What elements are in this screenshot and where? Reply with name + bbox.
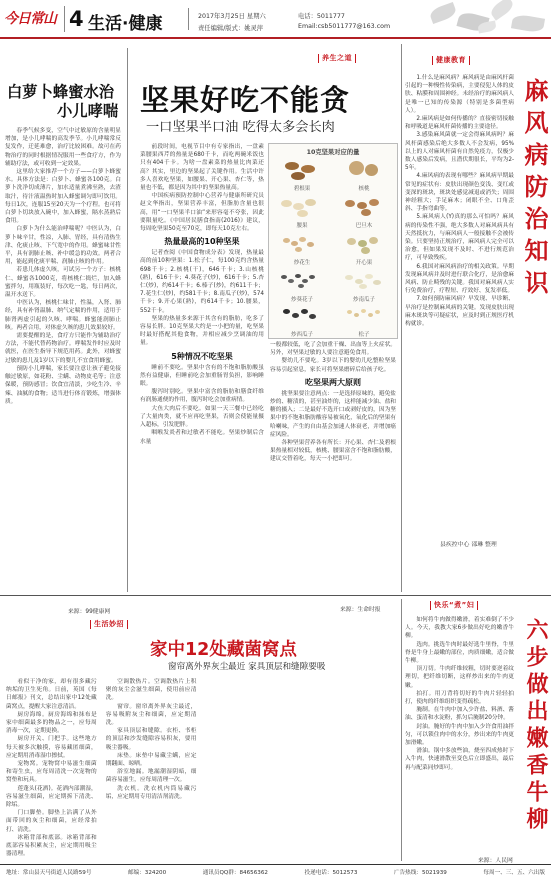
paragraph: 春季气候多变，空气中过敏原的含量明显增加，是小儿哮喘的高发季节。小儿哮喘常反复发作，迁延难愈，治疗比较困难。故可在药物治疗的同时根据情况服用一些食疗方，作为辅助疗法，或可收到一定效果。 — [5, 128, 121, 167]
nut-label: 开心果 — [355, 260, 373, 266]
nut-sample — [271, 230, 333, 267]
radish-source: 来源：99健康网 — [68, 609, 111, 615]
qa-item: 7.如何预防麻风病？早发现、早诊断、早治疗是控制麻风病的关键。发现皮肤出现麻木斑块等可疑症状，应及时到正规医疗机构就诊。 — [405, 296, 514, 328]
header-divider — [64, 6, 65, 32]
footer-schedule: 每周一、三、五、六出版 — [483, 870, 545, 876]
radish-article-body — [5, 127, 121, 603]
column-divider — [401, 599, 402, 861]
editor-email: Email:csb5011777@163.com — [298, 23, 391, 30]
paragraph: 宠物窝。宠物窝中易滋生细菌和寄生虫，应每周清洗一次宠物的窝垫和玩具。 — [6, 761, 97, 784]
paragraph: 厨房海绵。厨房海绵和抹布是家中细菌最多的物品之一，应每周消毒一次，定期更换。 — [6, 711, 97, 735]
nut-sample — [333, 193, 395, 230]
radish-headline-line1: 白萝卜蜂蜜水治 — [7, 83, 115, 101]
nut-sample — [271, 267, 333, 304]
paragraph: 前段时间，电视节目中有专家指出，一盘素菜腰果西芹的热量是680千卡，而吃两碗米饭也只有404千卡。为啥一盘素菜的热量比肉菜还高？其实，里边的坚果起了关键作用。生活中许多人喜欢吃坚果，如腰果、开心果、杏仁等，热量也不低，都是因为其中的坚果热量高。 — [140, 144, 264, 192]
qa-item: 1.什么是麻风病？麻风病是由麻风杆菌引起的一种慢性传染病，主要侵犯人体的皮肤、粘膜和周围神经。未经治疗的麻风病人是唯一已知的传染源（特别是多菌型病人）。 — [405, 75, 514, 114]
paragraph: 白萝卜为什么能治哮喘呢？中医认为，白萝卜味辛甘，性凉，入肺、胃经，具有清热生津、化痰止咳、下气宽中的作用。蜂蜜味甘性平，具有润肺止咳、补中缓急的功效。两者合用，能起到化痰平喘、润肺止咳的作用。 — [5, 226, 121, 266]
subheading-top10: 热量最高的10种坚果 — [164, 237, 240, 247]
paragraph: 预防小儿哮喘，家长要注意让孩子避免接触过敏原，如花粉、尘螨、动物皮毛等；注意保暖，预防感冒；饮食宜清淡，少吃生冷、辛辣、油腻的食物；适当进行体育锻炼，增强体质。 — [5, 365, 121, 405]
paragraph: 顶刀切。牛肉纤维较粗，切时要逆着纹理切，把纤维切断，这样炒出来的牛肉更嫩。 — [405, 666, 514, 689]
qa-item: 2.麻风病是如何传播的？直接密切接触和呼吸道是麻风杆菌传播的主要途径。 — [405, 116, 514, 131]
section-tag-health-education: 健康教育 — [432, 56, 470, 65]
paragraph: 各种坚果营养各有所长：开心果、杏仁及碧根果热量相对较低，核桃、腰果富含不饱和脂肪酸，建议交替着吃，每天一小把即可。 — [270, 440, 396, 463]
paragraph: 浴室地漏。地漏潮湿阴暗，细菌容易滋生，应每周清理一次。 — [105, 769, 197, 784]
nut-sample — [271, 193, 333, 230]
paragraph: 咽喉发炎者和过敏者不能吃。坚果炒制后含水量 — [140, 430, 264, 445]
footer-address: 地址：常山县天马街道人民路59号 — [6, 870, 92, 876]
column-divider — [127, 48, 128, 592]
nut-label: 腰果 — [296, 223, 308, 229]
radish-headline-line2: 小儿哮喘 — [57, 102, 119, 120]
paragraph: 拍打。用刀背将切好的牛肉片轻轻拍打，使肉的纤维组织变得疏松。 — [405, 690, 514, 706]
issue-date: 2017年3月25日 星期六 — [198, 13, 266, 20]
paragraph: 记者查阅《中国食物成分表》发现，热量最高的前10种坚果：1.松子仁，每100克约含热量698千卡；2.核桃(干)，646千卡；3.山核桃(熟)，616千卡；4.葵花子(炒)，616千卡；5.杏仁(炒)，约614千卡；6.榛子(炒)，约611千卡；7.花生仁(炒)，约581千卡；8.南瓜子(炒)，574千卡；9.开心果(熟)，约614千卡；10.腰果，552千卡。 — [140, 250, 264, 314]
nut-sample — [333, 156, 395, 193]
beef-headline: 六步做出嫩香牛柳 — [523, 618, 549, 834]
nut-label: 炒西瓜子 — [290, 332, 313, 338]
paragraph: 睡前不要吃。坚果中含有的不饱和脂肪酸虽然有益健康，但睡前吃会加重肠胃负担，影响睡眠。 — [140, 364, 264, 388]
section-title: 生活·健康 — [88, 14, 163, 34]
nut-label: 炒南瓜子 — [352, 297, 375, 303]
paragraph: 洗衣机。洗衣机内筒易藏污垢，应定期用专用清洁剂清洗。 — [105, 785, 197, 800]
paragraph: 选肉。挑选牛肉时最好选牛里脊，牛里脊是牛身上最嫩的部位，肉质细嫩，适合做牛柳。 — [405, 641, 514, 665]
paragraph: 滑油。锅中多放些油，烧至四成热时下入牛肉，快速滑散至变色后立即盛出，最后再与配菜同炒即可。 — [405, 748, 514, 771]
leprosy-author: 县疾控中心 邵琳 整理 — [440, 542, 497, 548]
editor-phone: 电话：5011777 — [298, 13, 345, 20]
nut-sample — [333, 267, 395, 304]
subheading-two-principles: 吃坚果两大原则 — [305, 377, 361, 387]
paragraph: 坚果的热量多来源于其含有的脂肪，吃多了容易长胖。10克坚果大约是一小把的量，吃坚果时最好搭配其他食物，并相应减少烹调油的用量。 — [140, 315, 264, 347]
paragraph: 看似干净的家，却有很多藏污纳垢的卫生死角。日前，英国《每日邮报》刊文，总结出家中12处藏菌窝点，提醒大家注意清洁。 — [6, 679, 97, 710]
qa-item: 6.我国对麻风病治疗的相关政策。早期发现麻风病并及时进行联合化疗，是治愈麻风病、防止畸残的关键。我国对麻风病人实行免费治疗，疗程短、疗效好、复发率低。 — [405, 263, 514, 295]
editor-credit: 责任编辑/版式：姚灵萍 — [198, 25, 264, 32]
qa-item: 5.麻风病人(Y)真的那么可怕吗？麻风病的传染性不强，绝大多数人对麻风病具有天然抵抗力，与麻风病人一般接触不会被传染。只要坚持正规治疗，麻风病人完全可以治愈，但如果发现不及时、不进行规范治疗，可导致残疾。 — [405, 214, 514, 262]
paragraph: 一般都较低，吃了会加重干燥、出血等上火症状。另外，对坚果过敏的人要注意避免食用。 — [270, 342, 396, 357]
paragraph: 封油。腌好的牛肉中加入少许食用油拌匀，可以锁住肉中的水分，炒出来的牛肉更加滑嫩。 — [405, 723, 514, 747]
paragraph: 如何将牛肉做得嫩滑，着实难倒了不少人。今天，我教大家6步做出好吃的嫩香牛柳。 — [405, 617, 514, 640]
paragraph: 莲蓬头(花洒)。花洒内部潮湿，容易滋生细菌，应定期拆下清洗、除垢。 — [6, 785, 97, 809]
header-decoration — [420, 0, 551, 36]
nut-sample — [333, 302, 395, 339]
paragraph: 这里给大家推荐一个方子——白萝卜蜂蜜水。具体方法是：白萝卜、蜂蜜各100克。白萝卜洗净切成薄片，加水适量煮沸至熟，去渣取汁，待汁液温热时加入蜂蜜调匀即可饮用。每日1次，连服15至20天为一个疗程。也可将白萝卜切块放入碗中，加入蜂蜜，隔水蒸熟后食用。 — [5, 169, 121, 225]
paragraph: 需要提醒的是，食疗方只能作为辅助治疗方法，不能代替药物治疗。哮喘发作时应及时就医，在医生指导下规范用药。此外，对蜂蜜过敏的患儿及1岁以下的婴儿不宜食用蜂蜜。 — [5, 333, 121, 364]
section-tag-health-tips: 养生之道 — [318, 54, 356, 63]
footer — [0, 866, 551, 878]
paragraph: 床垫。床垫中易藏尘螨，应定期翻面、晾晒。 — [105, 752, 197, 768]
footer-delivery-phone: 投递电话：5012573 — [304, 870, 358, 876]
germs-headline: 家中12处藏菌窝点 — [150, 640, 297, 660]
paragraph: 空调散热片。空调散热片上积聚的灰尘会滋生细菌，使用前应清洗。 — [105, 679, 197, 702]
paragraph: 婴幼儿不要吃。3岁以下的婴幼儿吃整粒坚果容易引起窒息，家长可将坚果磨碎后给孩子吃。 — [270, 358, 396, 373]
nut-label: 炒葵花子 — [290, 297, 313, 303]
section-tag-life-tips: 生活妙招 — [90, 620, 128, 629]
paragraph: 腹泻时别吃。坚果中富含的脂肪和膳食纤维有润肠通便的作用，腹泻时吃会加重病情。 — [140, 389, 264, 404]
page-number: 4 — [69, 7, 84, 31]
section-tag-happy-cook: 快乐“煮”妇 — [430, 601, 478, 610]
nuts-headline: 坚果好吃不能贪 — [140, 83, 351, 117]
section-divider — [0, 595, 551, 596]
qa-item: 4.麻风病的表现有哪些？麻风病早期最常见的症状有：皮肤出现颜色变浅、变红或变深的斑块，斑块处感觉减退或消失；周围神经粗大；手足麻木；闭眼不全、口角歪斜、手指弯曲等。 — [405, 173, 514, 213]
beef-source: 来源：人民网 — [478, 858, 513, 864]
paragraph: 门口脚垫。脚垫上沾满了从外面带回的灰尘和细菌，应经常拍打、清洗。 — [6, 810, 97, 833]
leprosy-headline: 麻风病防治知识 — [520, 78, 549, 302]
masthead — [0, 0, 551, 37]
footer-qq-group: 通讯员QQ群：84656362 — [202, 870, 268, 876]
nut-sample — [271, 302, 333, 339]
paragraph: 中医认为，核桃仁味甘，性温，入肾、肺经，具有补肾温肺、纳气定喘的作用，适用于肺肾两虚引起的久咳、哮喘。蜂蜜能润肺止咳。两者合用，对体虚久咳的患儿效果较好。 — [5, 300, 121, 331]
figure-caption: 10克坚果对应的量 — [306, 149, 360, 156]
paragraph: 若患儿体虚久咳，可试另一个方子：核桃仁、蜂蜜各1000克，将核桃仁捣烂，加入蜂蜜拌匀，用瓶装好，每次吃一匙，每日两次，温开水送下。 — [5, 267, 121, 299]
paragraph: 厨房开关、门把手。这些地方每天被多次触摸，容易藏匿细菌，应定期用消毒湿巾擦拭。 — [6, 736, 97, 759]
paragraph: 大鱼大肉后不要吃。如果一天三餐中已经吃了大量肉类，就不应再吃坚果，否则会使能量摄入超标，引发肥胖。 — [140, 405, 264, 429]
nut-label: 碧根果 — [293, 186, 311, 192]
newspaper-logo: 今日常山 — [4, 11, 56, 27]
beef-body — [405, 616, 514, 854]
nut-label: 核桃 — [358, 186, 370, 192]
germs-body — [6, 678, 396, 860]
nuts-source: 来源：生命时报 — [340, 607, 381, 613]
nut-label: 松子 — [358, 332, 370, 338]
nut-sample — [271, 156, 333, 193]
nut-sample — [333, 230, 395, 267]
paragraph: 中国疾病预防控制中心营养与健康所研究员赵文华指出，坚果营养丰富，但脂肪含量也很高，用“一口坚果半口油”来形容毫不夸张，因此要限量吃。《中国居民膳食指南(2016)》建议，每周吃坚果50克至70克，即每天10克左右。 — [140, 193, 264, 233]
nuts-column-a — [140, 143, 264, 601]
subheading-five-cases: 5种情况不吃坚果 — [171, 351, 233, 361]
paragraph: 挑坚果要注意两点：一是选择原味的，避免盐炒的、糖渍的，甚至油炸的，这样能减少油、盐和糖的摄入；二是最好不选开口或剥好皮的，因为坚果中的不饱和脂肪酸容易被氧化，氧化后的坚果有哈喇味，产生的自由基会加速人体衰老，并增加癌症风险。 — [270, 390, 396, 438]
germs-subtitle: 窗帘离外界灰尘最近 家具顶层和缝隙要吸 — [168, 662, 326, 672]
column-divider — [401, 44, 402, 592]
paragraph: 腌制。在牛肉中加入少许盐、料酒、酱油、蛋清和水淀粉，抓匀后腌制20分钟。 — [405, 707, 514, 722]
nut-label: 炒花生 — [293, 260, 311, 266]
paragraph: 家具顶层和缝隙。衣柜、书柜的顶层和沙发缝隙容易积灰，要用吸尘器吸。 — [105, 728, 197, 751]
nuts-subtitle: 一口坚果半口油 吃得太多会长肉 — [146, 120, 335, 135]
nuts-figure — [268, 143, 398, 339]
nuts-column-b — [270, 341, 396, 600]
header-divider — [188, 8, 189, 30]
footer-ad-hotline: 广告热线：5021939 — [393, 870, 447, 876]
nut-label: 巴旦木 — [355, 223, 373, 229]
leprosy-body — [405, 74, 514, 536]
paragraph: 冰箱背部和底部。冰箱背部和底部容易积累灰尘，应定期用吸尘器清理。 — [6, 834, 97, 858]
footer-rule — [0, 864, 551, 865]
footer-postcode: 邮编：324200 — [128, 870, 167, 876]
qa-item: 3.感染麻风菌就一定会得麻风病吗？麻风杆菌感染后绝大多数人不会发病，95%以上的人对麻风杆菌有自然免疫力，仅极少数人感染后发病，且潜伏期很长，平均为2-5年。 — [405, 132, 514, 172]
header-rule — [0, 37, 551, 39]
paragraph: 窗帘。窗帘离外界灰尘最近，容易吸附灰尘和细菌，应定期清洗。 — [105, 703, 197, 727]
